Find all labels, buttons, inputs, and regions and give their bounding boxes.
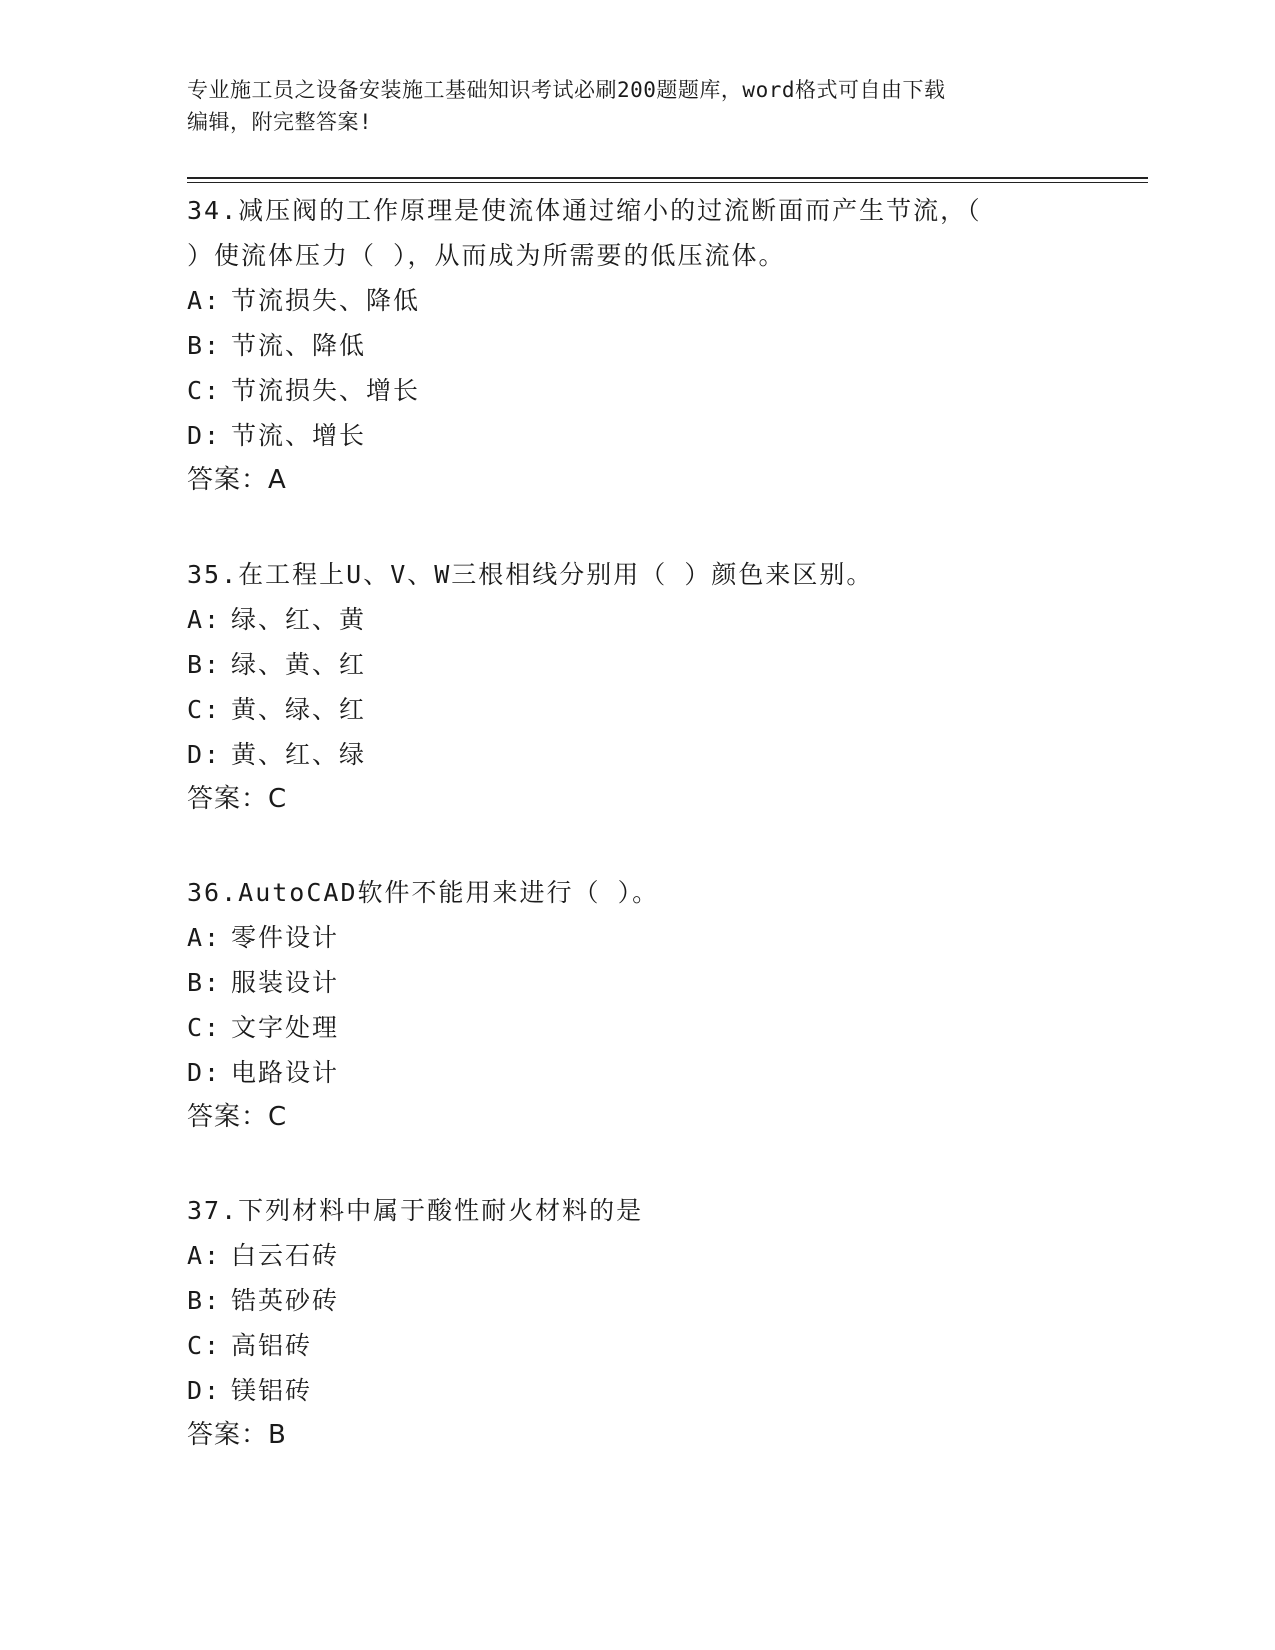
- header-line-2: 编辑，附完整答案!: [187, 110, 373, 134]
- option-text: 零件设计: [231, 923, 340, 952]
- answer-line: 答案：B: [187, 1420, 287, 1450]
- option-text: 节流损失、增长: [231, 376, 421, 405]
- option-letter: B:: [187, 968, 222, 997]
- option-b: [187, 1278, 1087, 1323]
- document-header: [187, 74, 1067, 138]
- option-d: [187, 413, 1087, 458]
- header-line-1: 专业施工员之设备安装施工基础知识考试必刷200题题库，word格式可自由下载: [187, 78, 946, 102]
- option-text: 服装设计: [231, 968, 340, 997]
- option-b: [187, 960, 1087, 1005]
- answer-line: 答案：C: [187, 1102, 288, 1132]
- option-d: [187, 1368, 1087, 1413]
- question-34: [187, 188, 1087, 503]
- option-letter: A:: [187, 286, 222, 315]
- question-stem-line-1: 36.AutoCAD软件不能用来进行（ ）。: [187, 878, 660, 907]
- header-divider-thick: [187, 177, 1148, 179]
- option-text: 节流损失、降低: [231, 286, 421, 315]
- option-letter: D:: [187, 740, 222, 769]
- question-stem-line-2: ）使流体压力（ ），从而成为所需要的低压流体。: [187, 241, 786, 270]
- option-d: [187, 1050, 1087, 1095]
- option-letter: B:: [187, 331, 222, 360]
- option-text: 绿、红、黄: [231, 605, 367, 634]
- option-text: 节流、增长: [231, 421, 367, 450]
- option-c: [187, 1323, 1087, 1368]
- question-stem-line-1: 37.下列材料中属于酸性耐火材料的是: [187, 1196, 644, 1225]
- option-text: 白云石砖: [231, 1241, 340, 1270]
- option-letter: B:: [187, 1286, 222, 1315]
- option-text: 高铝砖: [231, 1331, 313, 1360]
- option-letter: D:: [187, 1376, 222, 1405]
- option-text: 锆英砂砖: [231, 1286, 340, 1315]
- option-c: [187, 1005, 1087, 1050]
- answer-line: 答案：A: [187, 465, 287, 495]
- option-b: [187, 642, 1087, 687]
- option-letter: C:: [187, 695, 222, 724]
- option-a: [187, 278, 1087, 323]
- question-35: [187, 552, 1087, 822]
- question-stem-line-1: 34.减压阀的工作原理是使流体通过缩小的过流断面而产生节流，（: [187, 196, 982, 225]
- option-text: 黄、绿、红: [231, 695, 367, 724]
- option-text: 节流、降低: [231, 331, 367, 360]
- option-text: 黄、红、绿: [231, 740, 367, 769]
- option-a: [187, 915, 1087, 960]
- option-letter: C:: [187, 376, 222, 405]
- option-c: [187, 687, 1087, 732]
- option-letter: D:: [187, 421, 222, 450]
- option-b: [187, 323, 1087, 368]
- question-36: [187, 870, 1087, 1140]
- option-text: 文字处理: [231, 1013, 340, 1042]
- option-text: 电路设计: [231, 1058, 340, 1087]
- header-divider-thin: [187, 182, 1148, 183]
- option-letter: C:: [187, 1331, 222, 1360]
- option-d: [187, 732, 1087, 777]
- question-37: [187, 1188, 1087, 1458]
- option-text: 镁铝砖: [231, 1376, 313, 1405]
- option-letter: C:: [187, 1013, 222, 1042]
- option-a: [187, 1233, 1087, 1278]
- option-letter: A:: [187, 923, 222, 952]
- option-letter: D:: [187, 1058, 222, 1087]
- answer-line: 答案：C: [187, 784, 288, 814]
- option-c: [187, 368, 1087, 413]
- option-letter: B:: [187, 650, 222, 679]
- option-text: 绿、黄、红: [231, 650, 367, 679]
- question-stem-line-1: 35.在工程上U、V、W三根相线分别用（ ）颜色来区别。: [187, 560, 874, 589]
- option-a: [187, 597, 1087, 642]
- option-letter: A:: [187, 1241, 222, 1270]
- option-letter: A:: [187, 605, 222, 634]
